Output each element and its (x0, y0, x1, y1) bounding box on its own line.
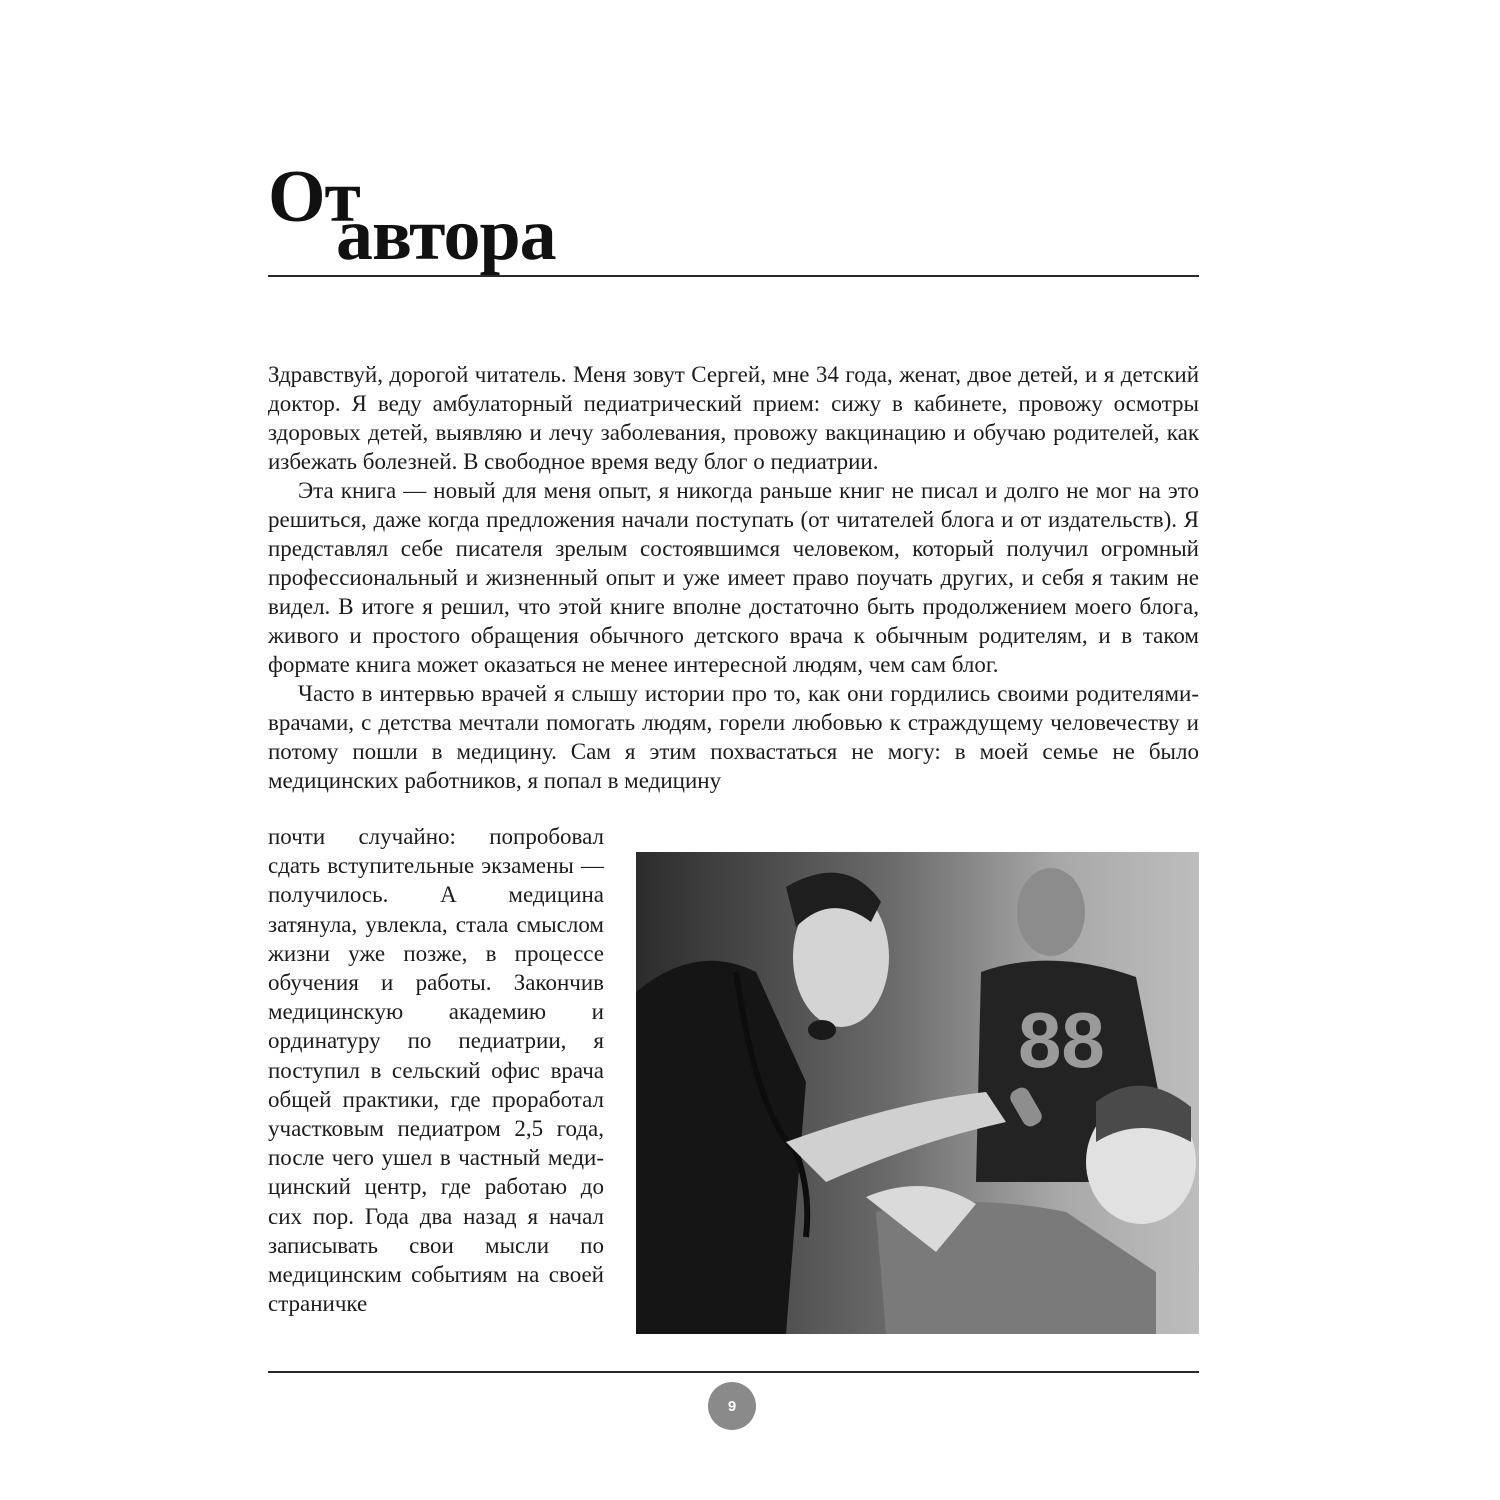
photo-illustration (636, 852, 1199, 1334)
paragraph-2: Эта книга — новый для меня опыт, я никогда раньше книг не писал и долго не мог на это решиться, даже когда предложения начали поступать (от читателей блога и от издательств). Я представлял себе писателя зрелым состоявшимся человеком, который получил огромный профессиональный и жизненный опыт и уже имеет право поучать других, и себя я таким не видел. В итоге я решил, что этой книге вполне достаточно быть продолжением моего блога, живого и простого обращения обычного детского врача к обычным родителям, и в таком формате книга может оказаться не менее интересной людям, чем сам блог. (268, 478, 1199, 677)
wrapped-paragraph: почти случайно: попробовал сдать вступительные экзамены — получилось. А медицина затянула, увлекла, стала смыслом жизни уже позже, в процессе обучения и работы. Закончив медицинскую академию и ординатуру по педиатрии, я поступил в сельский офис врача общей практики, где проработал участковым педиатром 2,5 года, после чего ушел в частный медицинский центр, где работаю до сих пор. Года два назад я начал записывать свои мысли по медицинским событиям на своей страничке (268, 824, 604, 1317)
chapter-title-line-1: От (268, 156, 360, 238)
title-divider (268, 275, 1199, 277)
chapter-title-line-2: автора (336, 194, 556, 276)
shirt-number: 88 (1018, 996, 1105, 1084)
body-text (268, 360, 1199, 795)
chapter-title (268, 156, 1199, 278)
page-number-badge (708, 1382, 756, 1430)
doctor-examining-child-photo (636, 852, 1199, 1334)
paragraph-3: Часто в интервью врачей я слышу истории про то, как они гордились своими родителями-врачами, с детства мечтали помогать людям, горели любовью к страждущему человечеству и потому пошли в медицину. Сам я этим похвастаться не могу: в моей семье не было медицинских работников, я попал в медицину (268, 681, 1199, 793)
page-number: 9 (727, 1397, 737, 1415)
footer-divider (268, 1371, 1199, 1373)
paragraph-1: Здравствуй, дорогой читатель. Меня зовут Сергей, мне 34 года, женат, двое детей, и я детский доктор. Я веду амбулаторный педиатрический прием: сижу в кабинете, провожу осмотры здоровых детей, выявляю и лечу заболевания, провожу вакцинацию и обучаю родителей, как избежать болезней. В свободное время веду блог о педиатрии. (268, 362, 1199, 474)
